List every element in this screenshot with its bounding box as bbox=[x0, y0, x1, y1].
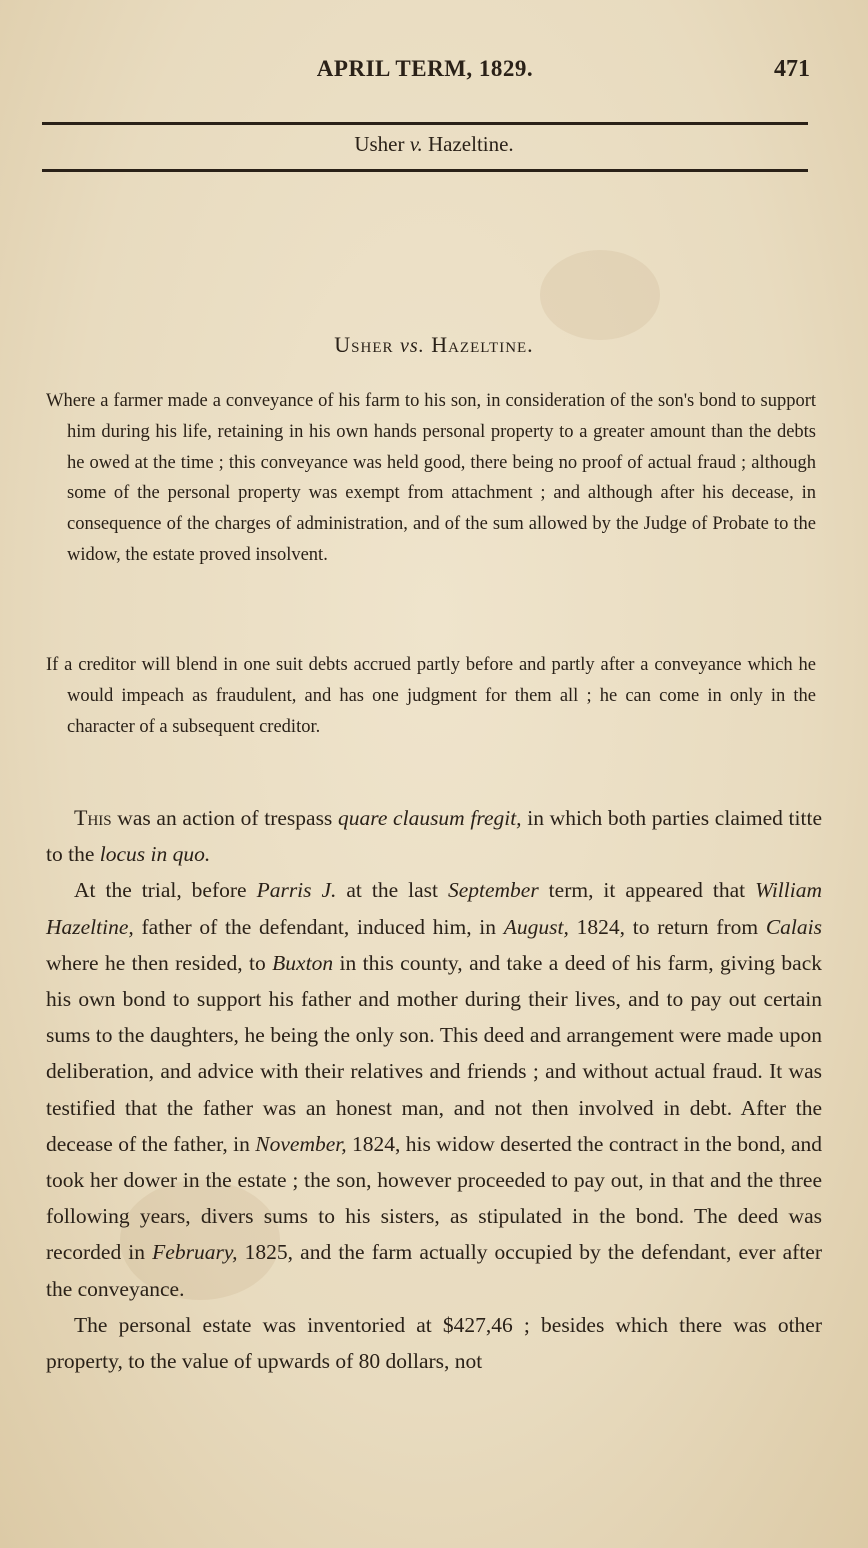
italic-month: February, bbox=[152, 1240, 238, 1265]
caption-versus: v. bbox=[409, 132, 423, 156]
italic-phrase: locus in quo. bbox=[99, 842, 211, 867]
caption-party-a: Usher bbox=[354, 132, 405, 156]
text-run: was an action of trespass bbox=[111, 806, 338, 830]
text-run: term, it appeared that bbox=[538, 878, 756, 903]
title-party-a: Usher bbox=[334, 332, 394, 357]
italic-place: Buxton bbox=[272, 950, 334, 975]
title-party-b: Hazeltine. bbox=[431, 332, 534, 357]
headnote-first bbox=[46, 386, 816, 571]
opinion-body bbox=[46, 800, 822, 1379]
text-run: in which both parties claimed titte to the bbox=[46, 806, 822, 867]
header-rule-top bbox=[42, 122, 808, 125]
text-run: 1824, his widow deserted the contract in the bond, and took her dower in the estate ; the son, however proceeded to pay out, in that and the three following years, divers sums to his sisters, as stipulated in the bond. The deed was recorded in bbox=[46, 1131, 823, 1265]
text-run: 1824, to return from bbox=[568, 914, 766, 939]
italic-place: Calais bbox=[765, 914, 822, 939]
text-run: 1825, and the farm actually occupied by the defendant, ever after the conveyance. bbox=[46, 1240, 823, 1301]
caption-party-b: Hazeltine. bbox=[427, 132, 514, 156]
title-versus: vs. bbox=[400, 335, 425, 357]
headnote-first-text: Where a farmer made a conveyance of his farm to his son, in consideration of the son's bond to support him during his life, retaining in his own hands personal property to a greater amount than the debts he owed at the time ; this conveyance was held good, there being no proof of actual fraud ; although some of the personal property was exempt from attachment ; and although after his decease, in consequence of the charges of administration, and of the sum allowed by the Judge of Probate to the widow, the estate proved insolvent. bbox=[46, 391, 816, 565]
text-run: At the trial, before bbox=[74, 878, 257, 903]
case-caption bbox=[0, 132, 868, 157]
text-run: father of the defendant, induced him, in bbox=[133, 914, 504, 939]
italic-month: August, bbox=[503, 914, 569, 939]
italic-name: William Hazeltine, bbox=[46, 878, 823, 939]
italic-phrase: quare clausum fregit, bbox=[338, 806, 522, 830]
header-rule-bottom bbox=[42, 169, 808, 172]
italic-name: Parris J. bbox=[256, 878, 337, 903]
body-paragraph-3 bbox=[46, 1307, 822, 1379]
text-run: where he then resided, to bbox=[46, 950, 273, 975]
page-header bbox=[40, 56, 810, 90]
headnote-second-text: If a creditor will blend in one suit debts accrued partly before and partly after a conveyance which he would impeach as fraudulent, and has one judgment for them all ; he can come in only in the character of a subsequent creditor. bbox=[46, 655, 816, 737]
case-title bbox=[0, 332, 868, 358]
body-paragraph-1 bbox=[46, 800, 822, 872]
italic-month: September bbox=[447, 878, 539, 903]
headnote-second bbox=[46, 650, 816, 742]
text-run: in this county, and take a deed of his farm, giving back his own bond to support his father and mother during their lives, and to pay out certain sums to the daughters, he being the only son. This deed and arrangement were made upon deliberation, and advice with their relatives and friends ; and without actual fraud. It was testified that the father was an honest man, and not then involved in debt. After the decease of the father, in bbox=[46, 950, 822, 1156]
body-paragraph-2 bbox=[46, 872, 822, 1306]
running-title: APRIL TERM, 1829. bbox=[316, 56, 534, 81]
italic-month: November, bbox=[255, 1131, 347, 1156]
paper-stain bbox=[540, 250, 660, 340]
lead-word: This bbox=[74, 805, 112, 830]
text-run: The personal estate was inventoried at $427,46 ; besides which there was other property, to the value of upwards of 80 dollars, not bbox=[46, 1312, 822, 1374]
page-number: 471 bbox=[774, 56, 810, 82]
text-run: at the last bbox=[336, 878, 448, 903]
